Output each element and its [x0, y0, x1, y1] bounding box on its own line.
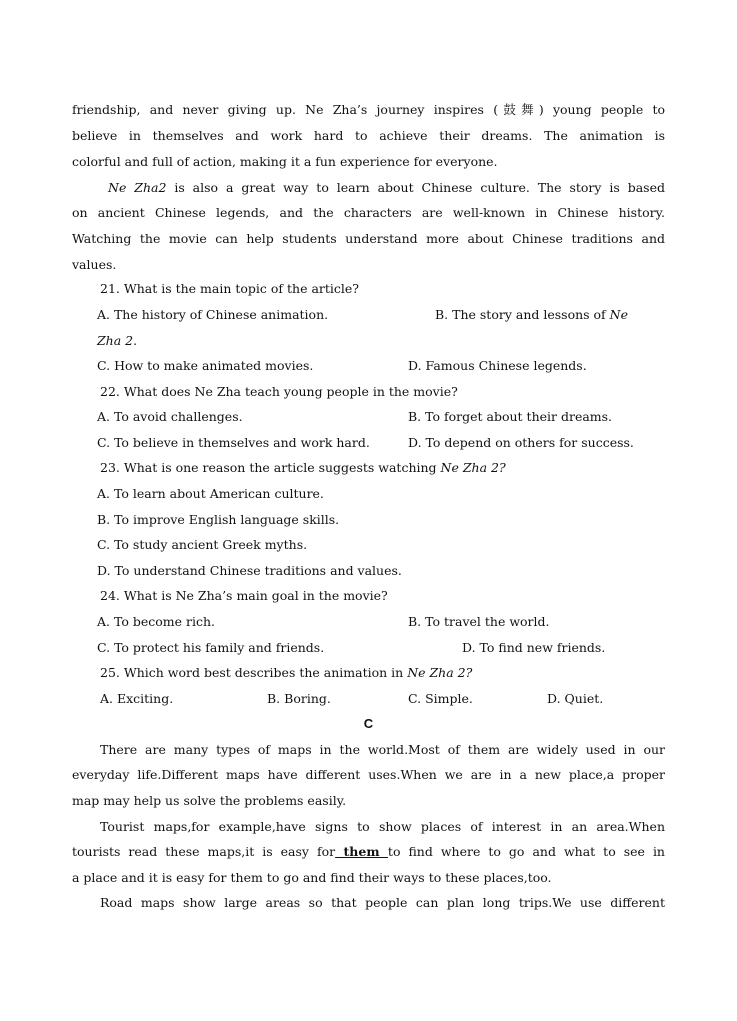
q21-option-c: C. How to make animated movies.	[97, 358, 314, 373]
q21-option-b	[435, 307, 628, 323]
passage-b-line: values.	[72, 257, 117, 272]
movie-title: Ne Zha2	[108, 180, 167, 195]
passage-text: tourists read these maps,it is easy for	[72, 844, 336, 859]
q24-option-d: D. To find new friends.	[462, 640, 606, 655]
q25-option-c: C. Simple.	[408, 691, 473, 706]
question-23-stem	[100, 460, 506, 476]
passage-c-line: everyday life.Different maps have different uses.When we are in a new place,a proper	[72, 767, 665, 782]
question-text: 23. What is one reason the article suggests watching	[100, 460, 441, 475]
movie-title: Ne Zha 2?	[407, 665, 473, 680]
q21-option-a: A. The history of Chinese animation.	[97, 307, 329, 322]
passage-b-line: on ancient Chinese legends, and the characters are well-known in Chinese history.	[72, 205, 665, 220]
passage-c-line: There are many types of maps in the world.Most of them are widely used in our	[100, 742, 665, 757]
q22-option-a: A. To avoid challenges.	[97, 409, 243, 424]
underlined-word: them	[335, 844, 388, 859]
q21-option-b-cont	[97, 333, 137, 349]
q23-option-a: A. To learn about American culture.	[97, 486, 324, 501]
movie-title: Zha 2	[97, 333, 134, 348]
q23-option-d: D. To understand Chinese traditions and values.	[97, 563, 402, 578]
q23-option-b: B. To improve English language skills.	[97, 512, 340, 527]
passage-c-line	[72, 844, 665, 860]
passage-c-line: Road maps show large areas so that people can plan long trips.We use different	[100, 895, 665, 910]
passage-b-line: believe in themselves and work hard to achieve their dreams. The animation is	[72, 128, 665, 143]
movie-title: Ne Zha 2?	[440, 460, 506, 475]
q25-option-d: D. Quiet.	[547, 691, 604, 706]
passage-text: to find where to go and what to see in	[387, 844, 665, 859]
passage-text: is also a great way to learn about Chinese culture. The story is based	[166, 180, 665, 195]
passage-b-line	[108, 180, 665, 196]
question-21-stem: 21. What is the main topic of the article?	[100, 281, 359, 296]
q24-option-a: A. To become rich.	[97, 614, 215, 629]
passage-c-line: Tourist maps,for example,have signs to show places of interest in an area.When	[100, 819, 665, 834]
option-text: .	[133, 333, 138, 348]
option-text: B. The story and lessons of	[435, 307, 610, 322]
q22-option-d: D. To depend on others for success.	[408, 435, 634, 450]
q24-option-c: C. To protect his family and friends.	[97, 640, 325, 655]
q23-option-c: C. To study ancient Greek myths.	[97, 537, 308, 552]
q25-option-b: B. Boring.	[267, 691, 331, 706]
q24-option-b: B. To travel the world.	[408, 614, 550, 629]
question-24-stem: 24. What is Ne Zha’s main goal in the movie?	[100, 588, 388, 603]
question-text: 25. Which word best describes the animation in	[100, 665, 408, 680]
question-22-stem: 22. What does Ne Zha teach young people in the movie?	[100, 384, 458, 399]
movie-title: Ne	[609, 307, 629, 322]
q22-option-b: B. To forget about their dreams.	[408, 409, 613, 424]
passage-b-line: colorful and full of action, making it a fun experience for everyone.	[72, 154, 498, 169]
q25-option-a: A. Exciting.	[100, 691, 174, 706]
section-heading: C	[363, 716, 374, 731]
passage-b-line: friendship, and never giving up. Ne Zha’s journey inspires (鼓舞) young people to	[72, 102, 665, 117]
passage-b-line: Watching the movie can help students understand more about Chinese traditions and	[72, 231, 665, 246]
question-25-stem	[100, 665, 472, 681]
passage-c-line: map may help us solve the problems easily.	[72, 793, 347, 808]
passage-c-line: a place and it is easy for them to go and find their ways to these places,too.	[72, 870, 552, 885]
q22-option-c: C. To believe in themselves and work hard.	[97, 435, 370, 450]
q21-option-d: D. Famous Chinese legends.	[408, 358, 587, 373]
